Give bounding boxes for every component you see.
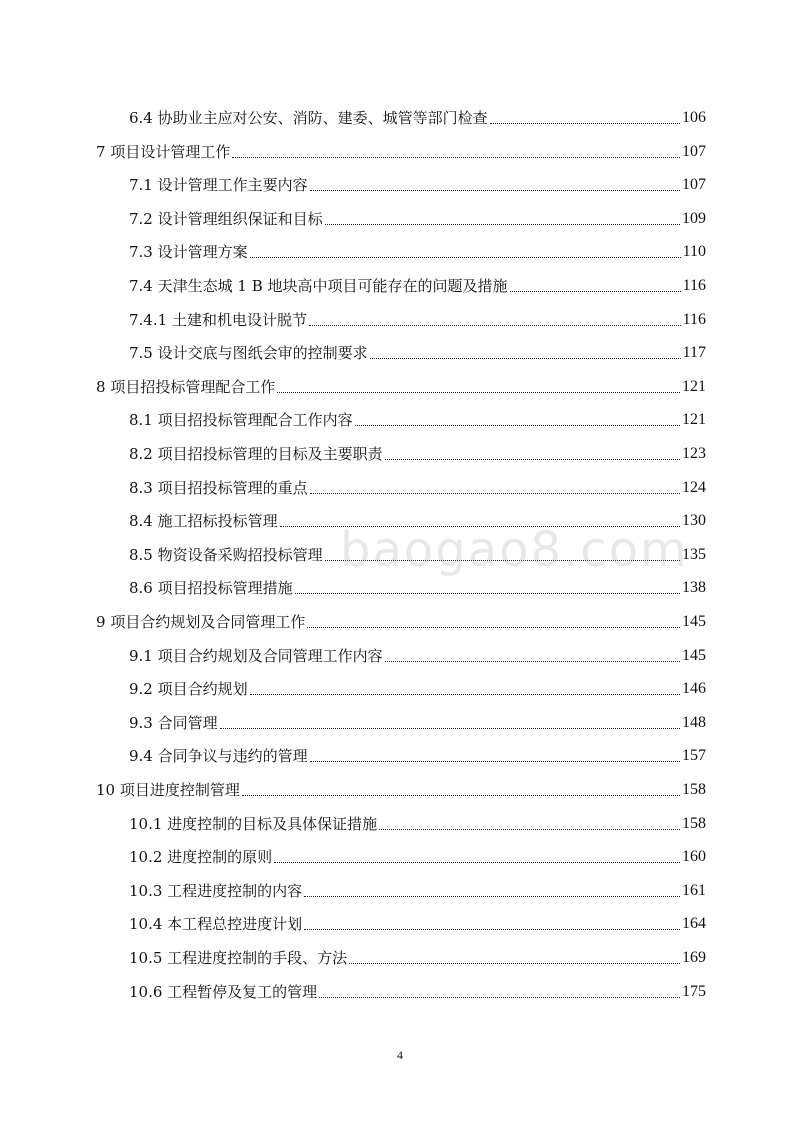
page-number: 4 [397, 1048, 403, 1062]
toc-entry-page: 145 [682, 613, 706, 630]
toc-entry-page: 169 [682, 949, 706, 966]
toc-entry-title: 项目招投标管理配合工作内容 [157, 411, 353, 430]
toc-entry-title: 项目招投标管理措施 [157, 579, 293, 598]
dot-leader [379, 828, 680, 830]
toc-entry[interactable] [0, 240, 706, 262]
toc-entry-number: 8.5 [129, 545, 158, 564]
toc-entry-number: 10.2 [129, 848, 168, 867]
dot-leader [242, 794, 680, 796]
toc-entry-page: 157 [682, 747, 706, 765]
dot-leader [250, 693, 680, 695]
toc-entry[interactable] [0, 442, 706, 464]
toc-entry[interactable] [0, 879, 706, 901]
toc-entry-title: 进度控制的原则 [167, 848, 273, 867]
toc-entry[interactable] [0, 576, 706, 598]
dot-leader [277, 391, 680, 393]
dot-leader [319, 996, 680, 998]
toc-entry-page: 121 [682, 411, 706, 429]
toc-entry-title: 项目设计管理工作 [110, 142, 231, 161]
toc-entry-title: 项目合约规划 [157, 680, 248, 699]
toc-entry[interactable] [0, 946, 706, 968]
toc-entry-page: 106 [682, 109, 706, 126]
toc-entry[interactable] [0, 845, 706, 867]
toc-entry-title: 施工招标投标管理 [157, 512, 278, 531]
toc-entry-number: 8.4 [129, 512, 158, 531]
dot-leader [295, 592, 680, 594]
toc-entry-page: 124 [682, 478, 706, 496]
toc-entry-number: 7.3 [129, 243, 158, 262]
dot-leader [310, 760, 680, 762]
toc-entry-number: 9 [96, 613, 111, 631]
toc-entry-number: 10.1 [129, 814, 168, 833]
toc-entry-title: 工程进度控制的内容 [167, 881, 303, 900]
toc-entry-page: 109 [682, 209, 706, 227]
toc-entry-page: 135 [682, 545, 706, 563]
toc-entry[interactable] [0, 744, 706, 766]
toc-entry-number: 10.4 [129, 915, 168, 934]
toc-entry-title: 土建和机电设计脱节 [171, 310, 307, 329]
toc-entry-number: 7.2 [129, 209, 158, 228]
toc-entry-number: 10.6 [129, 982, 168, 1001]
toc-entry-number: 8.2 [129, 445, 158, 463]
dot-leader [304, 928, 680, 930]
dot-leader [310, 189, 680, 191]
toc-entry-page: 116 [682, 277, 706, 294]
dot-leader [250, 256, 681, 258]
toc-entry-number: 8.3 [129, 478, 158, 497]
toc-entry[interactable] [0, 812, 706, 834]
toc-entry-number: 7.5 [129, 344, 158, 363]
toc-entry[interactable] [0, 476, 706, 498]
toc-entry-page: 175 [682, 982, 706, 1000]
toc-entry-page: 110 [682, 243, 706, 261]
toc-entry-page: 116 [682, 310, 706, 328]
toc-entry-title: 设计管理组织保证和目标 [157, 209, 323, 228]
toc-entry-title: 项目合约规划及合同管理工作内容 [157, 646, 383, 665]
toc-entry-page: 148 [682, 713, 706, 731]
toc-entry-page: 146 [682, 680, 706, 698]
toc-entry[interactable] [0, 644, 706, 666]
dot-leader [310, 492, 680, 494]
toc-entry-number: 8 [96, 377, 111, 396]
toc-entry[interactable] [0, 375, 706, 397]
dot-leader [304, 895, 680, 897]
dot-leader [274, 861, 680, 863]
toc-entry[interactable] [0, 207, 706, 229]
toc-entry-title: 项目招投标管理配合工作 [110, 377, 276, 396]
toc-entry-page: 161 [682, 881, 706, 899]
toc-entry-page: 145 [682, 646, 706, 664]
toc-entry[interactable] [0, 308, 706, 330]
toc-entry-number: 10 [96, 781, 120, 799]
toc-entry-page: 164 [682, 915, 706, 933]
toc-entry-page: 138 [682, 579, 706, 597]
toc-entry-number: 7 [96, 142, 111, 161]
dot-leader [385, 458, 680, 460]
toc-entry[interactable] [0, 778, 706, 800]
toc-entry-number: 7.4 [129, 277, 158, 295]
toc-entry-page: 107 [682, 142, 706, 160]
toc-entry-page: 107 [682, 176, 706, 194]
dot-leader [307, 626, 680, 628]
toc-entry-title: 项目招投标管理的重点 [157, 478, 308, 497]
toc-entry[interactable] [0, 980, 706, 1002]
toc-entry-number: 7.4.1 [129, 310, 172, 329]
dot-leader [220, 727, 680, 729]
toc-entry[interactable] [0, 274, 706, 296]
toc-entry-number: 9.3 [129, 713, 158, 732]
dot-leader [355, 424, 680, 426]
toc-entry-page: 160 [682, 848, 706, 866]
dot-leader [510, 290, 681, 292]
dot-leader [325, 223, 680, 225]
dot-leader [309, 324, 681, 326]
toc-entry-title: 设计管理工作主要内容 [157, 176, 308, 195]
toc-entry[interactable] [0, 408, 706, 430]
toc-entry-title: 天津生态城 1 B 地块高中项目可能存在的问题及措施 [157, 277, 508, 295]
toc-entry-number: 6.4 [129, 109, 158, 127]
toc-entry[interactable] [0, 677, 706, 699]
toc-entry-page: 121 [682, 377, 706, 395]
toc-entry-number: 7.1 [129, 176, 158, 195]
toc-entry-page: 123 [682, 445, 706, 462]
toc-entry-title: 工程暂停及复工的管理 [167, 982, 318, 1001]
toc-entry-number: 9.2 [129, 680, 158, 699]
toc-entry-number: 9.1 [129, 646, 158, 665]
toc-entry-page: 158 [682, 781, 706, 798]
toc-entry[interactable] [0, 912, 706, 934]
dot-leader [370, 357, 681, 359]
toc-entry[interactable] [0, 711, 706, 733]
toc-entry-number: 9.4 [129, 747, 158, 766]
toc-entry-title: 本工程总控进度计划 [167, 915, 303, 934]
toc-entry[interactable] [0, 106, 706, 128]
toc-entry-title: 项目招投标管理的目标及主要职责 [157, 445, 383, 463]
toc-entry-title: 合同争议与违约的管理 [157, 747, 308, 766]
toc-entry-number: 10.5 [129, 949, 168, 967]
toc-entry[interactable] [0, 610, 706, 632]
toc-entry-title: 物资设备采购招投标管理 [157, 545, 323, 564]
dot-leader [232, 156, 680, 158]
toc-entry-title: 设计交底与图纸会审的控制要求 [157, 344, 368, 363]
dot-leader [385, 660, 680, 662]
toc-entry[interactable] [0, 173, 706, 195]
toc-entry-title: 设计管理方案 [157, 243, 248, 262]
toc-entry-page: 130 [682, 512, 706, 530]
toc-entry-number: 10.3 [129, 881, 168, 900]
toc-entry-number: 8.1 [129, 411, 158, 430]
toc-entry-title: 项目进度控制管理 [119, 781, 240, 799]
toc-entry[interactable] [0, 140, 706, 162]
toc-entry-title: 项目合约规划及合同管理工作 [110, 613, 306, 631]
toc-entry-page: 158 [682, 814, 706, 832]
dot-leader [490, 122, 680, 124]
watermark: baogao8.com [340, 522, 689, 578]
toc-entry-number: 8.6 [129, 579, 158, 598]
toc-entry-title: 进度控制的目标及具体保证措施 [167, 814, 378, 833]
dot-leader [349, 962, 680, 964]
toc-entry-title: 协助业主应对公安、消防、建委、城管等部门检查 [157, 109, 488, 127]
toc-entry-page: 117 [682, 344, 706, 362]
toc-entry[interactable] [0, 341, 706, 363]
toc-entry-title: 工程进度控制的手段、方法 [167, 949, 348, 967]
toc-entry-title: 合同管理 [157, 713, 218, 732]
